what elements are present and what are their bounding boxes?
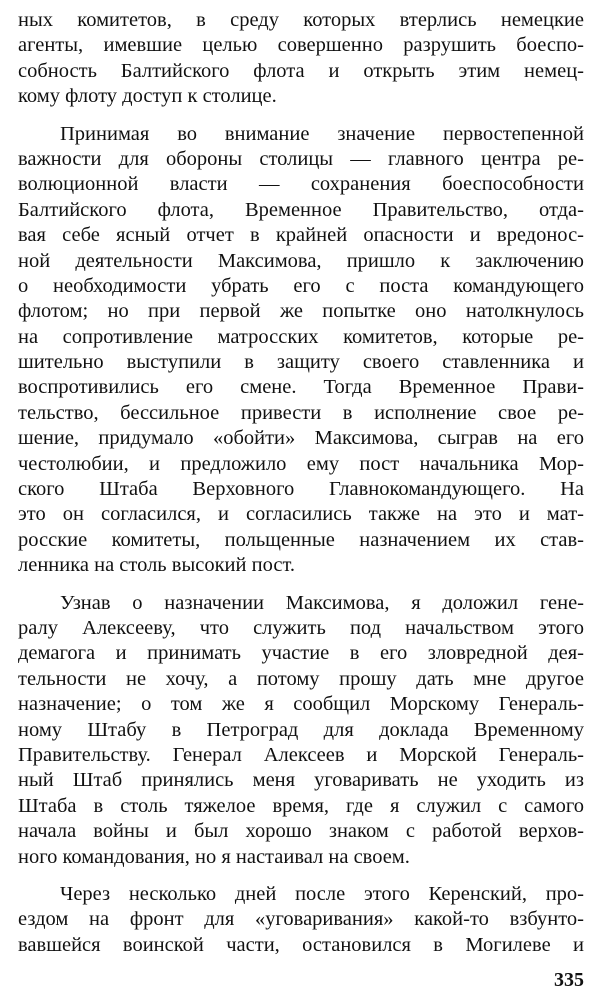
text-line: флотом; но при первой же попытке оно натолкнулось bbox=[18, 300, 584, 323]
text-line: агенты, имевшие целью совершенно разрушить боеспо- bbox=[18, 34, 584, 57]
text-line: тельности не хочу, а потому прошу дать мне другое bbox=[18, 667, 584, 690]
text-line: это он согласился, и согласились также на это и мат- bbox=[18, 503, 584, 526]
text-line: ному Штабу в Петроград для доклада Временному bbox=[18, 718, 584, 741]
text-line: Узнав о назначении Максимова, я доложил гене- bbox=[60, 591, 584, 614]
text-line: важности для обороны столицы — главного центра ре- bbox=[18, 147, 584, 170]
text-line: Через несколько дней после этого Керенский, про- bbox=[60, 882, 584, 905]
text-line: собность Балтийского флота и открыть этим немец- bbox=[18, 59, 584, 82]
paragraph-4 bbox=[18, 882, 584, 958]
text-line: воспротивились его смене. Тогда Временное Прави- bbox=[18, 376, 584, 399]
text-line: ных комитетов, в среду которых втерлись немецкие bbox=[18, 9, 584, 31]
text-line: на сопротивление матросских комитетов, которые ре- bbox=[18, 325, 584, 348]
text-line: о необходимости убрать его с поста командующего bbox=[18, 274, 584, 297]
text-line: ный Штаб принялись меня уговаривать не уходить из bbox=[18, 769, 584, 792]
paragraph-1 bbox=[18, 8, 584, 110]
text-line: шительно выступили в защиту своего ставленника и bbox=[18, 351, 584, 374]
text-line: назначение; о том же я сообщил Морскому Генераль- bbox=[18, 693, 584, 716]
text-line: кому флоту доступ к столице. bbox=[18, 85, 277, 108]
text-line: начала войны и был хорошо знаком с работой верхов- bbox=[18, 820, 584, 843]
text-line: Правительству. Генерал Алексеев и Морской Генераль- bbox=[18, 743, 584, 766]
paragraph-3 bbox=[18, 591, 584, 870]
text-line: ского Штаба Верховного Главнокомандующего. На bbox=[18, 478, 584, 501]
text-line: ного командования, но я настаивал на своем. bbox=[18, 845, 410, 868]
text-line: вая себе ясный отчет в крайней опасности и вредонос- bbox=[18, 224, 584, 247]
paragraph-2 bbox=[18, 122, 584, 579]
book-page bbox=[18, 8, 584, 998]
text-line: Принимая во внимание значение первостепенной bbox=[60, 122, 584, 145]
text-line: волюционной власти — сохранения боеспособности bbox=[18, 173, 584, 196]
text-line: ездом на фронт для «уговаривания» какой-то взбунто- bbox=[18, 908, 584, 931]
text-line: ной деятельности Максимова, пришло к заключению bbox=[18, 249, 584, 272]
text-line: шение, придумало «обойти» Максимова, сыграв на его bbox=[18, 427, 584, 450]
text-line: Балтийского флота, Временное Правительство, отда- bbox=[18, 198, 584, 221]
text-line: ленника на столь высокий пост. bbox=[18, 554, 295, 577]
text-line: ралу Алексееву, что служить под начальством этого bbox=[18, 616, 584, 639]
text-line: Штаба в столь тяжелое время, где я служил с самого bbox=[18, 794, 584, 817]
text-line: честолюбии, и предложило ему пост начальника Мор- bbox=[18, 452, 584, 475]
text-line: демагога и принимать участие в его зловредной дея- bbox=[18, 642, 584, 665]
page-number: 335 bbox=[554, 969, 584, 991]
text-line: тельство, бессильное привести в исполнение свое ре- bbox=[18, 401, 584, 424]
text-line: вавшейся воинской части, остановился в Могилеве и bbox=[18, 933, 584, 956]
text-line: росские комитеты, польщенные назначением их став- bbox=[18, 528, 584, 551]
